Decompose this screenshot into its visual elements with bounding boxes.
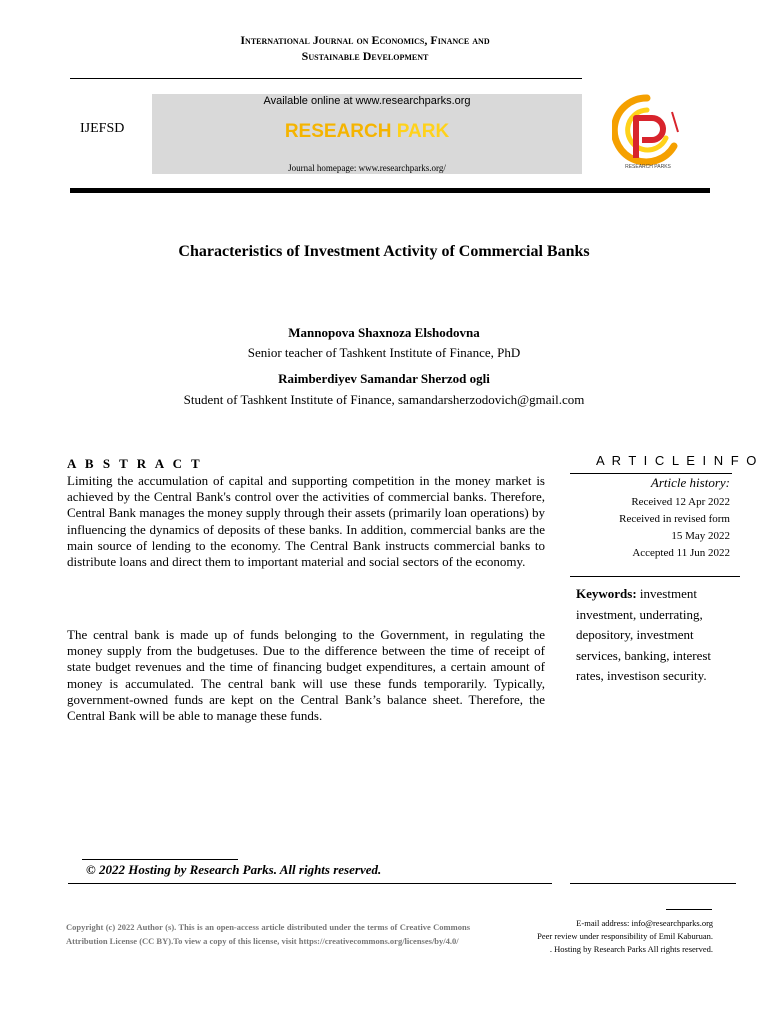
hosting-note: . Hosting by Research Parks All rights reserved. (549, 944, 713, 954)
article-info-rule (570, 473, 732, 474)
abstract-paragraph-1: Limiting the accumulation of capital and supporting competition in the money market is achieved by the Central Bank's control over the activities of commercial banks. Therefore, Central Bank manages the money supply through their assets (primarily loan operations) by influencing the dynamics of deposits of these banks. In addition, commercial banks are the main source of lending to the economy. The Central Bank instructs commercial banks to distribute loans and direct them to important material and social sectors of the economy. (67, 473, 545, 570)
author-1-name: Mannopova Shaxnoza Elshodovna (288, 325, 480, 340)
available-online-text: Available online at www.researchparks.org (263, 95, 471, 107)
footer-small-rule (666, 909, 712, 910)
journal-name-line1: International Journal on Economics, Finance and (240, 33, 490, 47)
keywords-block (576, 584, 741, 687)
contact-email: E-mail address: info@researchparks.org (576, 918, 713, 928)
author-2-name: Raimberdiyev Samandar Sherzod ogli (278, 371, 490, 386)
header-thick-rule (70, 188, 710, 193)
license-notice: Copyright (c) 2022 Author (s). This is an open-access article distributed under the terms of Creative Commons Attribution License (CC BY).To view a copy of this license, visit https://creativecommons.org/licenses/by/4.0/ (66, 922, 470, 946)
keywords-text: investment investment, underrating, depository, investment services, banking, interest rates, investison security. (576, 586, 712, 683)
article-history-line: Received 12 Apr 2022 (631, 496, 730, 508)
author-1-affiliation: Senior teacher of Tashkent Institute of Finance, PhD (247, 345, 521, 360)
keywords-label: Keywords: (576, 586, 637, 601)
publisher-banner (152, 94, 582, 174)
hosting-copyright: © 2022 Hosting by Research Parks. All rights reserved. (86, 862, 382, 877)
publisher-name-word1: RESEARCH (284, 121, 392, 142)
abstract-heading: A B S T R A C T (67, 456, 203, 471)
journal-homepage: Journal homepage: www.researchparks.org/ (288, 163, 446, 173)
article-info-heading: A R T I C L E I N F O (596, 453, 759, 468)
publisher-name (152, 121, 582, 143)
article-history-line: 15 May 2022 (671, 530, 730, 542)
header-rule (70, 78, 582, 79)
footer-rule-right (570, 883, 736, 884)
article-history-line: Received in revised form (619, 513, 730, 525)
article-history-line: Accepted 11 Jun 2022 (632, 547, 730, 559)
footer-short-rule (82, 859, 238, 860)
research-parks-logo-icon (612, 92, 682, 172)
article-history-label: Article history: (650, 475, 730, 490)
article-info-bottom-rule (570, 576, 740, 577)
abstract-paragraph-2: The central bank is made up of funds belonging to the Government, in regulating the money supply from the budgetuses. Due to the difference between the time of receipt of state budget revenues and the time of financing budget expenditures, a certain amount of money is accumulated. The central bank will use these funds temporarily. Typically, government-owned funds are kept on the Central Bank’s balance sheet. Therefore, the Central Bank will be able to manage these funds. (67, 627, 545, 724)
footer-rule-left (68, 883, 552, 884)
author-2-affiliation: Student of Tashkent Institute of Finance, samandarsherzodovich@gmail.com (183, 392, 585, 407)
journal-abbrev: IJEFSD (80, 121, 125, 136)
journal-name (170, 32, 560, 64)
journal-name-line2: Sustainable Development (301, 49, 429, 63)
logo-text: RESEARCH PARKS (625, 164, 671, 170)
publisher-name-word2: PARK (396, 121, 450, 142)
peer-review-note: Peer review under responsibility of Emil Kaburuan. (537, 931, 713, 941)
article-title: Characteristics of Investment Activity of Commercial Banks (178, 243, 590, 260)
